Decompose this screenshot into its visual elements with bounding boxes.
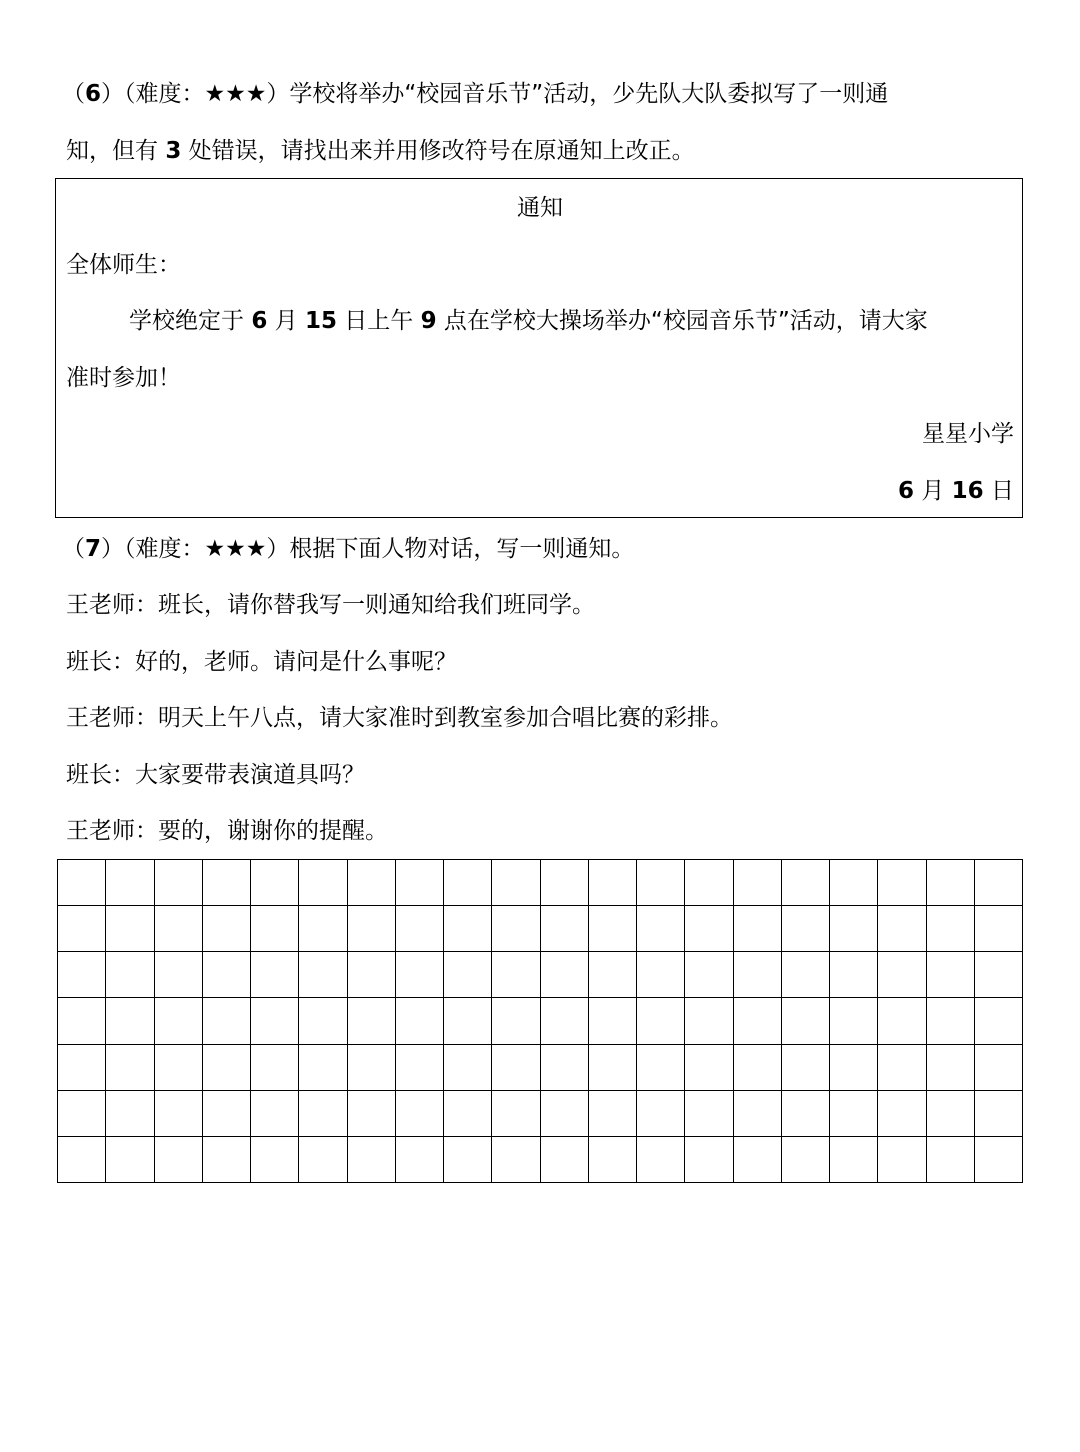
- question-6-line-2: 知，但有 3 处错误，请找出来并用修改符号在原通知上改正。: [66, 138, 695, 164]
- grid-cell: [155, 1091, 203, 1137]
- grid-cell: [830, 1045, 878, 1091]
- grid-cell: [396, 860, 444, 906]
- grid-cell: [830, 860, 878, 906]
- grid-cell: [734, 906, 782, 952]
- grid-cell: [685, 860, 733, 906]
- grid-cell: [58, 998, 106, 1044]
- grid-cell: [589, 998, 637, 1044]
- grid-cell: [734, 860, 782, 906]
- grid-cell: [106, 998, 154, 1044]
- grid-cell: [155, 952, 203, 998]
- grid-cell: [734, 998, 782, 1044]
- grid-cell: [637, 860, 685, 906]
- notice-date: 6 月 16 日: [898, 478, 1014, 504]
- grid-cell: [685, 998, 733, 1044]
- grid-cell: [251, 1045, 299, 1091]
- grid-cell: [637, 952, 685, 998]
- grid-cell: [396, 952, 444, 998]
- grid-cell: [299, 860, 347, 906]
- grid-cell: [106, 1045, 154, 1091]
- grid-cell: [251, 860, 299, 906]
- grid-cell: [830, 998, 878, 1044]
- grid-cell: [782, 906, 830, 952]
- notice-body-line-1: 学校绝定于 6 月 15 日上午 9 点在学校大操场举办“校园音乐节”活动，请大家: [129, 308, 928, 334]
- grid-cell: [396, 1137, 444, 1183]
- grid-cell: [734, 1091, 782, 1137]
- notice-signature: 星星小学: [922, 421, 1014, 447]
- grid-cell: [734, 952, 782, 998]
- grid-cell: [782, 1137, 830, 1183]
- grid-cell: [927, 952, 975, 998]
- grid-cell: [492, 906, 540, 952]
- grid-cell: [541, 998, 589, 1044]
- dialogue-line: 王老师：要的，谢谢你的提醒。: [66, 818, 388, 844]
- grid-cell: [155, 998, 203, 1044]
- grid-cell: [299, 1137, 347, 1183]
- grid-cell: [492, 952, 540, 998]
- grid-cell: [975, 952, 1023, 998]
- grid-cell: [830, 906, 878, 952]
- grid-cell: [492, 860, 540, 906]
- question-6-line-1: （6）（难度：★★★）学校将举办“校园音乐节”活动，少先队大队委拟写了一则通: [62, 81, 889, 107]
- grid-cell: [348, 952, 396, 998]
- grid-cell: [251, 1091, 299, 1137]
- grid-cell: [348, 998, 396, 1044]
- grid-cell: [975, 998, 1023, 1044]
- grid-cell: [878, 998, 926, 1044]
- grid-cell: [155, 1045, 203, 1091]
- grid-cell: [203, 860, 251, 906]
- writing-grid: [57, 859, 1023, 1183]
- grid-cell: [251, 1137, 299, 1183]
- question-7-heading: （7）（难度：★★★）根据下面人物对话，写一则通知。: [62, 536, 635, 562]
- grid-cell: [589, 906, 637, 952]
- grid-cell: [299, 998, 347, 1044]
- grid-cell: [348, 906, 396, 952]
- grid-cell: [589, 860, 637, 906]
- grid-cell: [58, 1045, 106, 1091]
- grid-cell: [106, 860, 154, 906]
- grid-cell: [878, 952, 926, 998]
- grid-cell: [155, 1137, 203, 1183]
- grid-cell: [348, 860, 396, 906]
- grid-cell: [637, 998, 685, 1044]
- grid-cell: [203, 1091, 251, 1137]
- grid-cell: [299, 1045, 347, 1091]
- grid-cell: [492, 1091, 540, 1137]
- grid-cell: [637, 1045, 685, 1091]
- grid-cell: [106, 1137, 154, 1183]
- grid-cell: [58, 860, 106, 906]
- question-number: 7: [85, 536, 102, 562]
- grid-cell: [685, 906, 733, 952]
- grid-cell: [444, 1137, 492, 1183]
- grid-cell: [975, 1091, 1023, 1137]
- grid-cell: [637, 1137, 685, 1183]
- grid-cell: [637, 906, 685, 952]
- notice-body-line-2: 准时参加！: [66, 365, 181, 391]
- grid-cell: [637, 1091, 685, 1137]
- grid-cell: [782, 998, 830, 1044]
- grid-cell: [975, 860, 1023, 906]
- grid-cell: [685, 952, 733, 998]
- grid-cell: [58, 1137, 106, 1183]
- grid-cell: [251, 998, 299, 1044]
- grid-cell: [782, 952, 830, 998]
- grid-cell: [299, 906, 347, 952]
- grid-cell: [203, 906, 251, 952]
- grid-cell: [444, 906, 492, 952]
- notice-salutation: 全体师生：: [66, 252, 181, 278]
- grid-cell: [927, 906, 975, 952]
- grid-cell: [589, 1045, 637, 1091]
- grid-cell: [155, 860, 203, 906]
- grid-cell: [589, 1091, 637, 1137]
- grid-cell: [927, 998, 975, 1044]
- grid-cell: [782, 1091, 830, 1137]
- grid-cell: [444, 860, 492, 906]
- grid-cell: [927, 860, 975, 906]
- grid-cell: [975, 1137, 1023, 1183]
- grid-cell: [396, 1045, 444, 1091]
- grid-cell: [58, 952, 106, 998]
- grid-cell: [589, 952, 637, 998]
- grid-cell: [878, 1045, 926, 1091]
- grid-cell: [106, 952, 154, 998]
- notice-box: [55, 178, 1023, 518]
- grid-cell: [734, 1137, 782, 1183]
- grid-cell: [830, 1091, 878, 1137]
- grid-cell: [396, 906, 444, 952]
- grid-cell: [444, 1045, 492, 1091]
- grid-cell: [927, 1045, 975, 1091]
- grid-cell: [396, 1091, 444, 1137]
- grid-cell: [975, 906, 1023, 952]
- dialogue-line: 王老师：明天上午八点，请大家准时到教室参加合唱比赛的彩排。: [66, 705, 733, 731]
- grid-cell: [58, 906, 106, 952]
- grid-cell: [878, 1091, 926, 1137]
- grid-cell: [830, 952, 878, 998]
- grid-cell: [685, 1137, 733, 1183]
- grid-cell: [155, 906, 203, 952]
- grid-cell: [106, 1091, 154, 1137]
- grid-cell: [396, 998, 444, 1044]
- question-number: 6: [85, 81, 102, 107]
- grid-cell: [878, 906, 926, 952]
- grid-cell: [106, 906, 154, 952]
- grid-cell: [203, 1045, 251, 1091]
- grid-cell: [299, 1091, 347, 1137]
- grid-cell: [444, 1091, 492, 1137]
- grid-cell: [203, 998, 251, 1044]
- grid-cell: [58, 1091, 106, 1137]
- dialogue-line: 班长：大家要带表演道具吗？: [66, 762, 365, 788]
- dialogue-line: 班长：好的，老师。请问是什么事呢？: [66, 649, 457, 675]
- grid-cell: [492, 998, 540, 1044]
- grid-cell: [541, 1137, 589, 1183]
- grid-cell: [685, 1045, 733, 1091]
- grid-cell: [203, 1137, 251, 1183]
- grid-cell: [251, 906, 299, 952]
- grid-cell: [878, 860, 926, 906]
- grid-cell: [878, 1137, 926, 1183]
- grid-cell: [830, 1137, 878, 1183]
- grid-cell: [541, 860, 589, 906]
- grid-cell: [541, 952, 589, 998]
- grid-cell: [927, 1137, 975, 1183]
- grid-cell: [492, 1045, 540, 1091]
- grid-cell: [685, 1091, 733, 1137]
- grid-cell: [927, 1091, 975, 1137]
- dialogue-line: 王老师：班长，请你替我写一则通知给我们班同学。: [66, 592, 595, 618]
- grid-cell: [251, 952, 299, 998]
- grid-cell: [203, 952, 251, 998]
- grid-cell: [541, 1045, 589, 1091]
- grid-cell: [348, 1045, 396, 1091]
- grid-cell: [444, 952, 492, 998]
- grid-cell: [975, 1045, 1023, 1091]
- grid-cell: [589, 1137, 637, 1183]
- grid-cell: [541, 906, 589, 952]
- grid-cell: [782, 1045, 830, 1091]
- grid-cell: [444, 998, 492, 1044]
- grid-cell: [782, 860, 830, 906]
- notice-title: 通知: [517, 195, 563, 221]
- grid-cell: [299, 952, 347, 998]
- grid-cell: [541, 1091, 589, 1137]
- grid-cell: [348, 1091, 396, 1137]
- grid-cell: [348, 1137, 396, 1183]
- grid-cell: [492, 1137, 540, 1183]
- grid-cell: [734, 1045, 782, 1091]
